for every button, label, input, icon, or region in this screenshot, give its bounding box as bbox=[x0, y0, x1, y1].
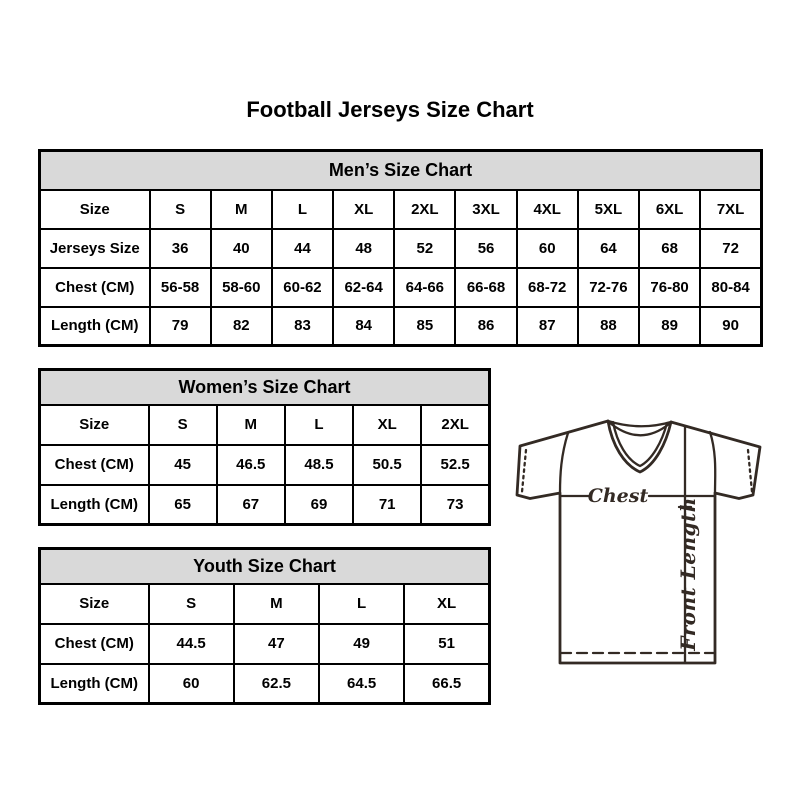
table-cell: L bbox=[319, 584, 404, 624]
table-cell: 72 bbox=[700, 229, 761, 268]
men-table-row bbox=[40, 190, 762, 229]
jersey-vneck-inner-icon bbox=[613, 422, 667, 466]
jersey-outline-icon bbox=[517, 421, 760, 663]
table-cell: 2XL bbox=[394, 190, 455, 229]
table-cell: M bbox=[217, 405, 285, 445]
table-cell: 86 bbox=[455, 307, 516, 346]
men-section-row bbox=[40, 151, 762, 190]
table-cell: 83 bbox=[272, 307, 333, 346]
table-cell: 60 bbox=[517, 229, 578, 268]
table-cell: 50.5 bbox=[353, 445, 421, 485]
table-cell: XL bbox=[404, 584, 489, 624]
table-cell: 6XL bbox=[639, 190, 700, 229]
table-cell: 89 bbox=[639, 307, 700, 346]
table-cell: 64.5 bbox=[319, 664, 404, 704]
men-section-header: Men’s Size Chart bbox=[40, 151, 762, 190]
table-cell: M bbox=[211, 190, 272, 229]
table-cell: 52 bbox=[394, 229, 455, 268]
jersey-measurement-diagram bbox=[504, 402, 780, 670]
table-cell: 60-62 bbox=[272, 268, 333, 307]
table-cell: 68-72 bbox=[517, 268, 578, 307]
table-cell: 64-66 bbox=[394, 268, 455, 307]
row-label: Size bbox=[40, 584, 149, 624]
table-cell: 36 bbox=[150, 229, 211, 268]
table-cell: 73 bbox=[421, 485, 489, 525]
row-label: Chest (CM) bbox=[40, 268, 150, 307]
row-label: Length (CM) bbox=[40, 485, 149, 525]
row-label: Jerseys Size bbox=[40, 229, 150, 268]
mens-size-table bbox=[38, 149, 763, 347]
table-cell: S bbox=[150, 190, 211, 229]
table-cell: 71 bbox=[353, 485, 421, 525]
table-cell: 84 bbox=[333, 307, 394, 346]
jersey-armhole-right-icon bbox=[710, 432, 715, 493]
youth-size-table bbox=[38, 547, 491, 705]
table-cell: 7XL bbox=[700, 190, 761, 229]
chest-label: Chest bbox=[587, 485, 649, 507]
women-table-row bbox=[40, 445, 490, 485]
table-cell: L bbox=[272, 190, 333, 229]
row-label: Length (CM) bbox=[40, 664, 149, 704]
jersey-cuff-stitch-left-icon bbox=[522, 450, 526, 492]
front-length-label: Front Length bbox=[676, 497, 700, 651]
table-cell: S bbox=[149, 405, 217, 445]
table-cell: 79 bbox=[150, 307, 211, 346]
row-label: Size bbox=[40, 405, 149, 445]
table-cell: 72-76 bbox=[578, 268, 639, 307]
table-cell: 49 bbox=[319, 624, 404, 664]
table-cell: 52.5 bbox=[421, 445, 489, 485]
table-cell: 48 bbox=[333, 229, 394, 268]
men-table-row bbox=[40, 229, 762, 268]
table-cell: 51 bbox=[404, 624, 489, 664]
youth-section-header: Youth Size Chart bbox=[40, 549, 490, 584]
table-cell: 90 bbox=[700, 307, 761, 346]
table-cell: 58-60 bbox=[211, 268, 272, 307]
table-cell: 56-58 bbox=[150, 268, 211, 307]
table-cell: 4XL bbox=[517, 190, 578, 229]
row-label: Length (CM) bbox=[40, 307, 150, 346]
table-cell: 82 bbox=[211, 307, 272, 346]
youth-section-row bbox=[40, 549, 490, 584]
table-cell: L bbox=[285, 405, 353, 445]
womens-size-table bbox=[38, 368, 491, 526]
table-cell: XL bbox=[353, 405, 421, 445]
table-cell: 65 bbox=[149, 485, 217, 525]
row-label: Chest (CM) bbox=[40, 624, 149, 664]
table-cell: 68 bbox=[639, 229, 700, 268]
table-cell: 44.5 bbox=[149, 624, 234, 664]
table-cell: 62-64 bbox=[333, 268, 394, 307]
jersey-collar-top-arc-icon bbox=[608, 421, 671, 426]
table-cell: 47 bbox=[234, 624, 319, 664]
table-cell: 67 bbox=[217, 485, 285, 525]
table-cell: 60 bbox=[149, 664, 234, 704]
row-label: Size bbox=[40, 190, 150, 229]
table-cell: 85 bbox=[394, 307, 455, 346]
table-cell: 76-80 bbox=[639, 268, 700, 307]
table-cell: S bbox=[149, 584, 234, 624]
women-table-row bbox=[40, 485, 490, 525]
table-cell: 5XL bbox=[578, 190, 639, 229]
table-cell: 69 bbox=[285, 485, 353, 525]
table-cell: 45 bbox=[149, 445, 217, 485]
table-cell: 64 bbox=[578, 229, 639, 268]
table-cell: 66.5 bbox=[404, 664, 489, 704]
table-cell: 80-84 bbox=[700, 268, 761, 307]
page-title: Football Jerseys Size Chart bbox=[246, 97, 534, 122]
row-label: Chest (CM) bbox=[40, 445, 149, 485]
youth-table-row bbox=[40, 624, 490, 664]
table-cell: 88 bbox=[578, 307, 639, 346]
table-cell: 44 bbox=[272, 229, 333, 268]
table-cell: 2XL bbox=[421, 405, 489, 445]
table-cell: 66-68 bbox=[455, 268, 516, 307]
jersey-cuff-stitch-right-icon bbox=[748, 450, 752, 492]
table-cell: 3XL bbox=[455, 190, 516, 229]
table-cell: 40 bbox=[211, 229, 272, 268]
table-cell: XL bbox=[333, 190, 394, 229]
table-cell: 48.5 bbox=[285, 445, 353, 485]
table-cell: 62.5 bbox=[234, 664, 319, 704]
women-table-row bbox=[40, 405, 490, 445]
youth-table-row bbox=[40, 584, 490, 624]
table-cell: 46.5 bbox=[217, 445, 285, 485]
men-table-row bbox=[40, 307, 762, 346]
jersey-armhole-left-icon bbox=[560, 433, 568, 493]
youth-table-row bbox=[40, 664, 490, 704]
women-section-row bbox=[40, 370, 490, 405]
women-section-header: Women’s Size Chart bbox=[40, 370, 490, 405]
men-table-row bbox=[40, 268, 762, 307]
table-cell: 87 bbox=[517, 307, 578, 346]
table-cell: M bbox=[234, 584, 319, 624]
table-cell: 56 bbox=[455, 229, 516, 268]
